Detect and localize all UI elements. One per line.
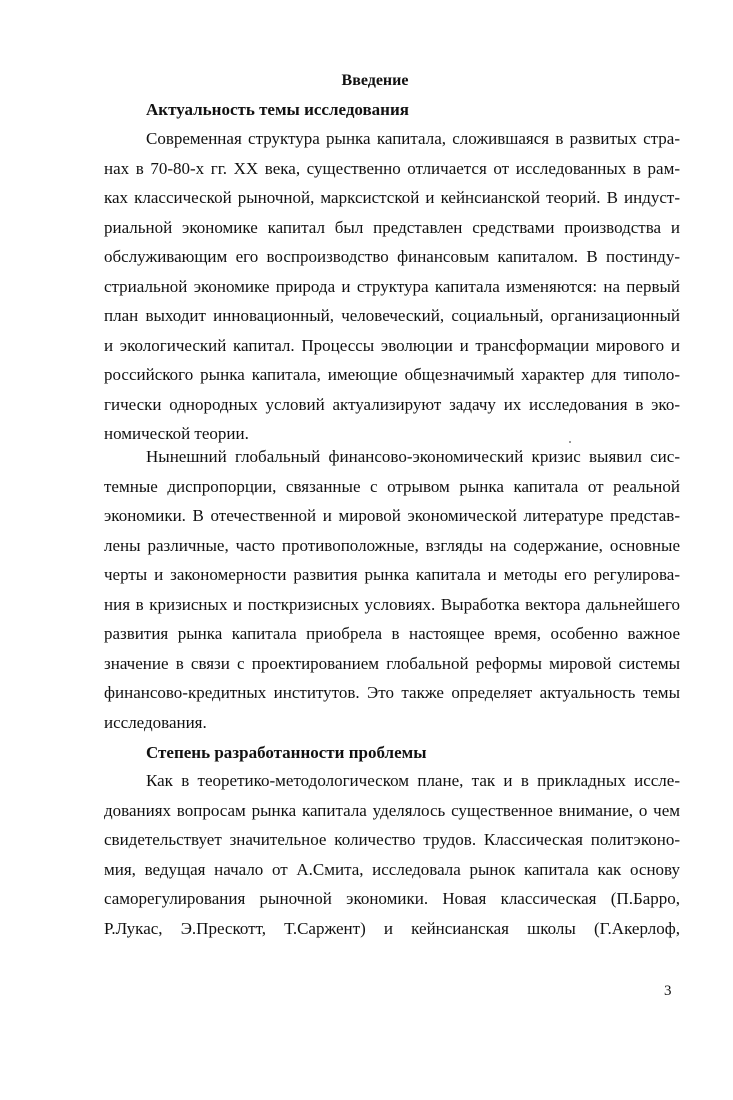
paragraph-relevance-2 bbox=[104, 442, 680, 737]
paragraph-development-1 bbox=[104, 766, 680, 943]
text-line: и экологический капитал. Процессы эволюции и трансформации мирового и bbox=[104, 335, 680, 355]
text-line: свидетельствует значительное количество трудов. Классическая политэконо- bbox=[104, 830, 680, 849]
page-title: Введение bbox=[341, 72, 409, 89]
section-heading-development: Степень разработанности проблемы bbox=[146, 743, 427, 762]
text-line: мия, ведущая начало от А.Смита, исследовала рынок капитала как основу bbox=[104, 859, 680, 879]
text-line: план выходит инновационный, человеческий, социальный, организационный bbox=[104, 306, 680, 325]
text-line: черты и закономерности развития рынка капитала и методы его регулирова- bbox=[104, 565, 680, 584]
text-line: финансово-кредитных институтов. Это также определяет актуальность темы bbox=[104, 683, 680, 702]
text-line: Как в теоретико-методологическом плане, так и в прикладных иссле- bbox=[146, 771, 680, 790]
text-line: Нынешний глобальный финансово-экономический кризис выявил сис- bbox=[146, 447, 680, 466]
text-line: обслуживающим его воспроизводство финансовым капиталом. В постинду- bbox=[104, 247, 680, 266]
text-line: значение в связи с проектированием глобальной реформы мировой системы bbox=[104, 653, 680, 673]
page-number: 3 bbox=[664, 983, 672, 999]
text-line: саморегулирования рыночной экономики. Новая классическая (П.Барро, bbox=[104, 889, 680, 908]
text-line: экономики. В отечественной и мировой экономической литературе представ- bbox=[104, 506, 680, 525]
text-line: Современная структура рынка капитала, сложившаяся в развитых стра- bbox=[146, 129, 680, 148]
text-line: нах в 70-80-х гг. XX века, существенно отличается от исследованных в рам- bbox=[104, 158, 680, 178]
text-line: гически однородных условий актуализируют задачу их исследования в эко- bbox=[104, 394, 680, 414]
text-line: российского рынка капитала, имеющие общезначимый характер для типоло- bbox=[104, 365, 680, 384]
paragraph-relevance-1 bbox=[104, 124, 680, 449]
text-line: ках классической рыночной, марксистской и кейнсианской теорий. В индуст- bbox=[104, 188, 680, 207]
text-line: Р.Лукас, Э.Прескотт, Т.Саржент) и кейнсианская школы (Г.Акерлоф, bbox=[104, 918, 680, 938]
text-line: номической теории. bbox=[104, 424, 249, 443]
text-line: стриальной экономике природа и структура капитала изменяются: на первый bbox=[104, 276, 680, 296]
text-line: ния в кризисных и посткризисных условиях. Выработка вектора дальнейшего bbox=[104, 594, 680, 614]
text-line: дованиях вопросам рынка капитала уделялось существенное внимание, о чем bbox=[104, 800, 680, 820]
section-heading-relevance: Актуальность темы исследования bbox=[146, 100, 409, 119]
text-line: лены различные, часто противоположные, взгляды на содержание, основные bbox=[104, 535, 680, 555]
text-line: исследования. bbox=[104, 712, 207, 732]
text-line: риальной экономике капитал был представлен средствами производства и bbox=[104, 217, 680, 237]
text-line: темные диспропорции, связанные с отрывом рынка капитала от реальной bbox=[104, 476, 680, 496]
text-line: развития рынка капитала приобрела в настоящее время, особенно важное bbox=[104, 624, 680, 643]
